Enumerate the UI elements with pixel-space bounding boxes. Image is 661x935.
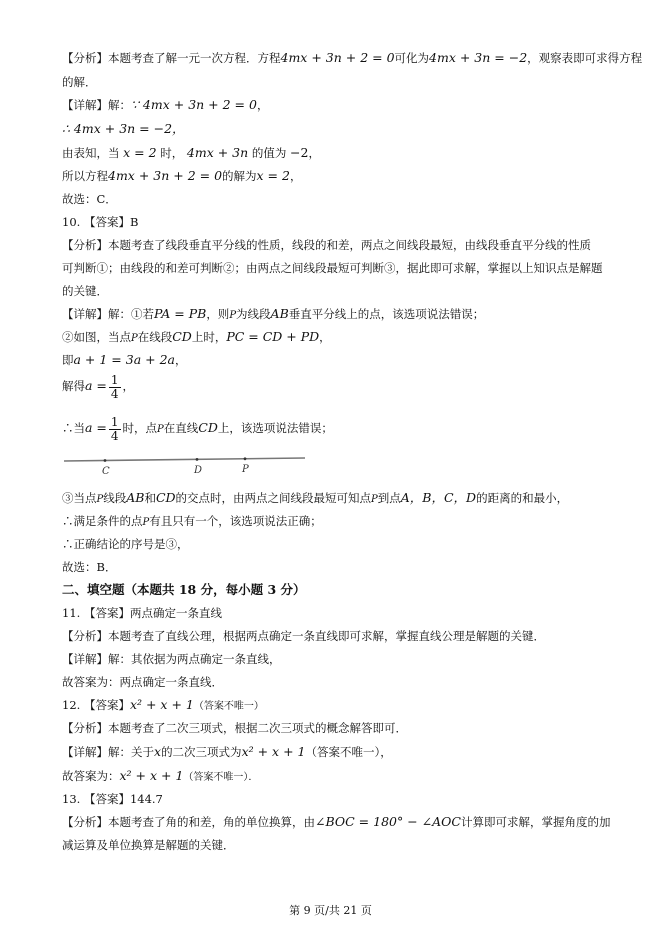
text: ， <box>289 169 302 183</box>
text: 的解为 <box>222 169 257 183</box>
point-label: P <box>131 333 138 344</box>
text: 【分析】本题考查了角的和差，角的单位换算，由 <box>62 815 315 829</box>
text: ， <box>256 98 269 112</box>
numerator: 1 <box>110 372 119 387</box>
q13-analysis-line2: 减运算及单位换算是解题的关键． <box>62 838 235 852</box>
text: 的距离的和最小， <box>476 491 569 505</box>
text: 到点 <box>377 491 401 505</box>
q10-detail-line1 <box>62 306 484 324</box>
q10-answer: 10. 【答案】B <box>62 215 139 229</box>
equation: PA = PB <box>154 306 207 321</box>
equation: a + 1 = 3a + 2a <box>73 352 175 367</box>
text: ∴满足条件的点 <box>62 514 143 528</box>
note: （答案不唯一） <box>193 701 264 712</box>
text: 12. 【答案】 <box>62 698 130 712</box>
text: 解得 <box>62 379 85 393</box>
text: 故答案为： <box>62 769 120 783</box>
q12-final <box>62 768 258 786</box>
q10-detail-line6 <box>62 490 568 508</box>
q10-analysis-line1: 【分析】本题考查了线段垂直平分线的性质，线段的和差，两点之间线段最短，由线段垂直平分线的性质 <box>62 238 591 252</box>
segment-label: AB <box>126 490 145 505</box>
equation: PC = CD + PD <box>226 329 320 344</box>
equation: ∠BOC = 180° − ∠AOC <box>315 814 461 829</box>
point-label: P <box>371 494 378 505</box>
page-footer: 第 9 页/共 21 页 <box>289 904 372 917</box>
expression: 4mx + 3n <box>186 145 249 160</box>
q11-answer: 11. 【答案】两点确定一条直线 <box>62 606 222 620</box>
equation: x = 2 <box>256 168 290 183</box>
q9-analysis-line1 <box>62 50 642 66</box>
q12-analysis: 【分析】本题考查了二次三项式，根据二次三项式的概念解答即可． <box>62 721 407 735</box>
text: 上，该选项说法错误； <box>217 421 333 435</box>
segment-label: AB <box>270 306 289 321</box>
line-cd <box>64 458 305 461</box>
text: 时， <box>160 146 184 160</box>
point-label: P <box>96 494 104 505</box>
q10-analysis-line2: 可判断①；由线段的和差可判断②；由两点之间线段最短可判断③，据此即可求解，掌握以上知识点是解题 <box>62 261 603 275</box>
q10-detail-line2 <box>62 329 331 347</box>
point-label: P <box>157 424 164 435</box>
point-label: P <box>142 517 150 528</box>
text: ，则 <box>206 307 230 321</box>
q9-analysis-line2: 的解． <box>62 75 97 89</box>
variable: x <box>154 744 162 759</box>
text: 的交点时，由两点之间线段最短可知点 <box>175 491 372 505</box>
q12-answer <box>62 697 264 715</box>
q10-detail-line4 <box>62 372 134 401</box>
text: ， <box>122 379 135 393</box>
text: 和 <box>144 491 156 505</box>
fraction <box>109 374 121 401</box>
q9-detail-line4 <box>62 168 301 184</box>
equation: 4mx + 3n = −2 <box>429 50 528 65</box>
point-label: P <box>229 310 237 321</box>
point-list: A，B，C，D <box>400 490 477 505</box>
text: ，观察表即可求得方程 <box>527 51 643 65</box>
q10-detail-line5 <box>62 414 333 444</box>
q9-choice: 故选：C． <box>62 192 117 206</box>
point-c-label: C <box>102 466 110 477</box>
text: 所以方程 <box>62 169 108 183</box>
text: 【分析】本题考查了解一元一次方程．方程 <box>62 51 281 65</box>
q10-detail-line3 <box>62 352 186 368</box>
expression: x² + x + 1 <box>241 744 306 759</box>
text: 的二次三项式为 <box>161 745 242 759</box>
equation: a = <box>85 378 107 393</box>
text: 线段 <box>103 491 127 505</box>
section-heading: 二、填空题（本题共 18 分，每小题 3 分） <box>62 582 306 597</box>
text: 【详解】解：①若 <box>62 307 154 321</box>
text: 【详解】解：关于 <box>62 745 154 759</box>
q10-detail-line7 <box>62 513 322 531</box>
text: 【详解】解： <box>62 98 131 112</box>
segment-label: CD <box>198 420 218 435</box>
text: 时，点 <box>122 421 158 435</box>
segment-label: CD <box>172 329 192 344</box>
text: 在直线 <box>163 421 199 435</box>
q13-answer: 13. 【答案】144.7 <box>62 792 163 806</box>
note: （答案不唯一）． <box>183 772 259 783</box>
q10-choice: 故选：B． <box>62 560 117 574</box>
text: 可化为 <box>394 51 430 65</box>
text: 为线段 <box>236 307 271 321</box>
value: −2 <box>290 145 309 160</box>
text: 在线段 <box>137 330 173 344</box>
q11-detail: 【详解】解：其依据为两点确定一条直线， <box>62 652 281 666</box>
numerator: 1 <box>110 414 119 429</box>
q10-conclusion: ∴正确结论的序号是③， <box>62 537 189 551</box>
text: 由表知，当 <box>62 146 120 160</box>
text: ∴当 <box>62 421 85 435</box>
segment-label: CD <box>155 490 176 505</box>
q9-detail-line2: ∴ 4mx + 3n = −2， <box>62 121 185 136</box>
text: （答案不唯一）， <box>305 745 392 759</box>
text: 即 <box>62 353 74 367</box>
equation: ∵ 4mx + 3n + 2 = 0 <box>131 97 257 112</box>
q13-analysis-line1 <box>62 814 610 830</box>
text: ②如图，当点 <box>62 330 131 344</box>
point-d-label: D <box>194 465 203 476</box>
q9-detail-line3 <box>62 145 320 161</box>
point-d-dot <box>196 458 199 461</box>
text: 有且只有一个，该选项说法正确； <box>149 514 322 528</box>
equation: 4mx + 3n + 2 = 0 <box>108 168 223 183</box>
q10-analysis-line3: 的关键． <box>62 284 108 298</box>
q11-final: 故答案为：两点确定一条直线． <box>62 675 223 689</box>
denominator: 4 <box>110 386 119 401</box>
expression: x² + x + 1 <box>119 768 184 783</box>
line-cdp-figure <box>62 452 308 478</box>
text: ， <box>308 146 320 160</box>
text: ③当点 <box>62 491 97 505</box>
equation: a = <box>85 420 107 435</box>
point-p-dot <box>244 457 247 460</box>
text: 计算即可求解，掌握角度的加 <box>460 815 611 829</box>
q12-detail <box>62 744 392 760</box>
point-c-dot <box>104 459 107 462</box>
text: ， <box>174 353 187 367</box>
denominator: 4 <box>110 428 119 443</box>
text: 的值为 <box>251 146 287 160</box>
point-p-label: P <box>242 464 249 475</box>
q9-detail-line1 <box>62 97 268 113</box>
text: 上时， <box>191 330 227 344</box>
text: ， <box>319 330 331 344</box>
equation: x = 2 <box>123 145 157 160</box>
expression: x² + x + 1 <box>129 697 194 712</box>
q11-analysis: 【分析】本题考查了直线公理，根据两点确定一条直线即可求解，掌握直线公理是解题的关键． <box>62 629 545 643</box>
equation: 4mx + 3n + 2 = 0 <box>280 50 395 65</box>
text: 垂直平分线上的点，该选项说法错误； <box>288 307 485 321</box>
fraction <box>109 416 121 443</box>
